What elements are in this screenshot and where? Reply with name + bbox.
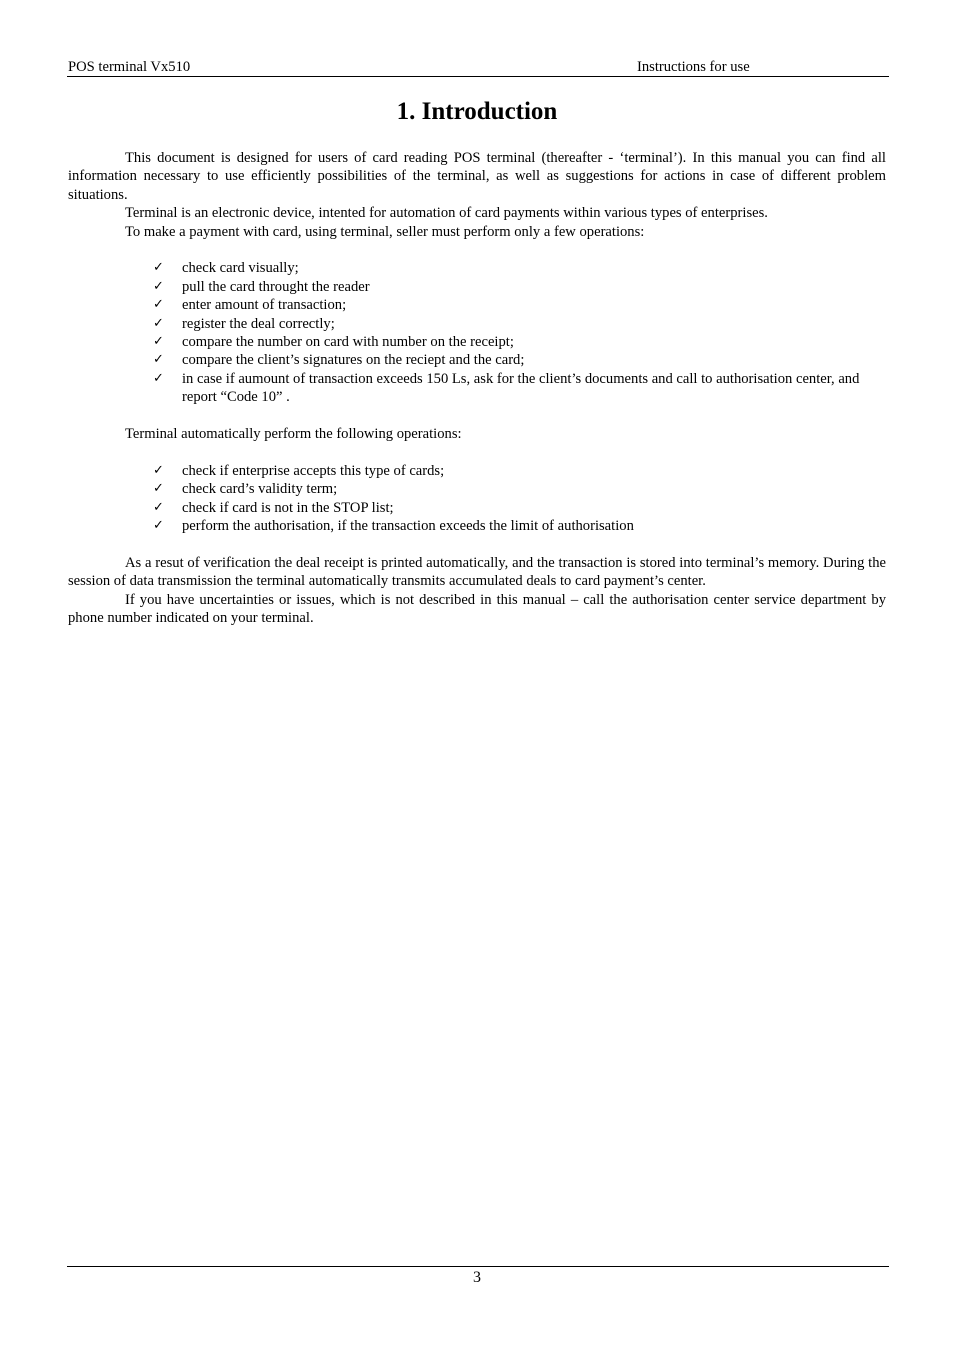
page-header xyxy=(68,58,888,76)
checkmark-icon: ✓ xyxy=(153,334,164,350)
intro-paragraph-3: To make a payment with card, using terminal, seller must perform only a few operations: xyxy=(125,223,645,240)
list-item-text: compare the number on card with number on the receipt; xyxy=(182,334,514,351)
terminal-operations-list xyxy=(68,462,886,536)
spacer xyxy=(68,443,886,461)
checkmark-icon: ✓ xyxy=(153,352,164,368)
closing-paragraph-2: If you have uncertainties or issues, which is not described in this manual – call the authorisation center service department by phone number indicated on your terminal. xyxy=(68,591,886,627)
list-item-text: compare the client’s signatures on the reciept and the card; xyxy=(182,352,525,369)
checkmark-icon: ✓ xyxy=(153,481,164,497)
intro-paragraph-2: Terminal is an electronic device, intented for automation of card payments within various types of enterprises. xyxy=(125,205,768,222)
list-item-text: check if enterprise accepts this type of cards; xyxy=(182,462,445,479)
list-item xyxy=(68,333,886,351)
terminal-operations-intro: Terminal automatically perform the following operations: xyxy=(125,426,462,443)
spacer xyxy=(68,241,886,259)
checkmark-icon: ✓ xyxy=(153,278,164,294)
list-item xyxy=(68,296,886,314)
closing-paragraph-1: As a resut of verification the deal receipt is printed automatically, and the transaction is stored into terminal’s memory. During the session of data transmission the terminal automatically transmits accumulated deals to card payment’s center. xyxy=(68,554,886,590)
list-item xyxy=(68,462,886,480)
list-item-text: perform the authorisation, if the transaction exceeds the limit of authorisation xyxy=(182,518,634,535)
checkmark-icon: ✓ xyxy=(153,315,164,331)
list-item-text: check if card is not in the STOP list; xyxy=(182,499,394,516)
header-document-title: POS terminal Vx510 xyxy=(68,59,191,75)
checkmark-icon: ✓ xyxy=(153,499,164,515)
section-body xyxy=(68,149,886,628)
section-title: 1. Introduction xyxy=(396,98,558,125)
list-item-text: in case if aumount of transaction exceeds 150 Ls, ask for the client’s documents and call to authorisation center, and report “Code 10” . xyxy=(182,370,860,406)
list-item xyxy=(68,351,886,369)
list-item-text: pull the card throught the reader xyxy=(182,278,370,295)
list-item-text: enter amount of transaction; xyxy=(182,297,347,314)
checkmark-icon: ✓ xyxy=(153,370,164,386)
list-item xyxy=(68,370,886,407)
list-item xyxy=(68,517,886,535)
spacer xyxy=(68,407,886,425)
list-item-text: check card visually; xyxy=(182,260,299,277)
checkmark-icon: ✓ xyxy=(153,260,164,276)
checkmark-icon: ✓ xyxy=(153,297,164,313)
intro-paragraph-1: This document is designed for users of card reading POS terminal (thereafter - ‘terminal’). In this manual you can find all information necessary to use efficiently possibilities of the terminal, as well as suggestions for actions in case of different problem situations. xyxy=(68,150,886,203)
header-document-type: Instructions for use xyxy=(637,59,750,75)
list-item xyxy=(68,278,886,296)
list-item-text: check card’s validity term; xyxy=(182,481,338,498)
spacer xyxy=(68,535,886,553)
list-item xyxy=(68,480,886,498)
list-item xyxy=(68,499,886,517)
checkmark-icon: ✓ xyxy=(153,462,164,478)
seller-operations-list xyxy=(68,259,886,406)
list-item xyxy=(68,259,886,277)
footer-divider xyxy=(67,1266,889,1267)
list-item xyxy=(68,315,886,333)
checkmark-icon: ✓ xyxy=(153,518,164,534)
header-divider xyxy=(67,76,889,77)
page-number: 3 xyxy=(473,1269,481,1286)
list-item-text: register the deal correctly; xyxy=(182,315,335,332)
